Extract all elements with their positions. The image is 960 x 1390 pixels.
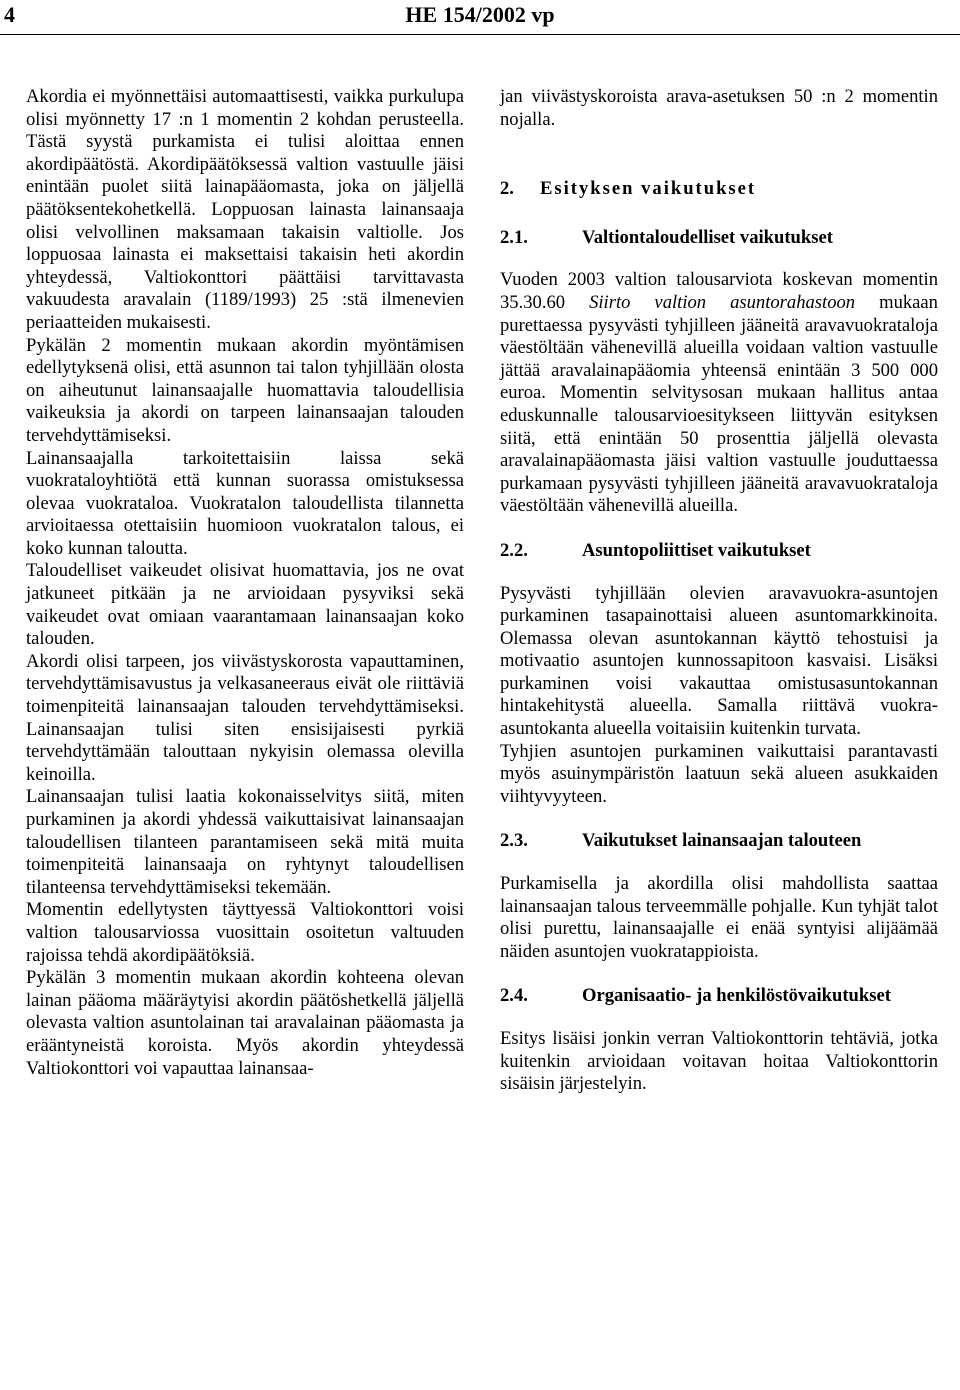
paragraph: Lainansaajalla tarkoitettaisiin laissa sekä vuokrataloyhtiötä että kunnan suorassa omistuksessa olevaa vuokrataloa. Vuokratalon taloudellista tilannetta arvioitaessa otettaisiin huomioon vuokratalon talous, ei koko kunnan taloutta. xyxy=(26,447,464,559)
subsection-heading xyxy=(500,227,938,250)
subsection-number: 2.4. xyxy=(500,985,528,1007)
paragraph-text: mukaan purettaessa pysyvästi tyhjilleen jääneitä aravavuokrataloja väestöltään vähenevillä alueilla voidaan valtion vastuulle jättää aravalainapääomia yhteensä enintään 3 500 000 euroa. Momentin selvitysosan mukaan hallitus antaa eduskunnalle talousarvioesitykseen liittyvän esityksen siitä, että enintään 50 prosenttia jäljellä olevasta aravalainapääomasta jäisi valtion vastuulle jouduttaessa purkamaan pysyvästi tyhjilleen jääneitä aravavuokrataloja väestöltään vähenevillä alueilla. xyxy=(500,291,938,517)
document-id: HE 154/2002 vp xyxy=(405,2,555,27)
paragraph: Akordia ei myönnettäisi automaattisesti, vaikka purkulupa olisi myönnetty 17 :n 1 momentin 2 kohdan perusteella. Tästä syystä purkamista ei tulisi aloittaa ennen akordipäätöstä. Akordipäätöksessä valtion vastuulle jäisi enintään puolet siitä lainapääomasta, joka on jäljellä päätöksentekohetkellä. Loppuosan lainasta lainansaaja olisi velvollinen maksamaan takaisin valtiolle. Jos loppuosaa lainasta ei maksettaisi takaisin heti akordin yhteydessä, Valtiokonttori päättäisi tarvittavasta vakuudesta aravalain (1189/1993) 25 :stä ilmenevien periaatteiden mukaisesti. xyxy=(26,86,464,333)
section-number: 2. xyxy=(500,178,514,200)
subsection-title: Organisaatio- ja henkilöstövaikutukset xyxy=(582,985,891,1007)
paragraph: Esitys lisäisi jonkin verran Valtiokonttorin tehtäviä, jotka kuitenkin arvioidaan voitavan hoitaa Valtiokonttorin sisäisin järjestelyin. xyxy=(500,1028,938,1095)
right-column xyxy=(500,86,938,1096)
subsection-number: 2.1. xyxy=(500,226,528,248)
subsection-title: Asuntopoliittiset vaikutukset xyxy=(582,539,811,561)
subsection-heading xyxy=(500,540,938,563)
paragraph: Pykälän 2 momentin mukaan akordin myöntämisen edellytyksenä olisi, että asunnon tai talon tyhjillään olosta on aiheutunut lainansaajalle huomattavia taloudellisia vaikeuksia ja akordi on tarpeen lainansaajan talouden tervehdyttämiseksi. xyxy=(26,334,464,446)
paragraph: Taloudelliset vaikeudet olisivat huomattavia, jos ne ovat jatkuneet pitkään ja ne arvioidaan pysyviksi sekä vaikeudet ovat omiaan vaarantamaan lainansaajan koko talouden. xyxy=(26,560,464,650)
subsection-title: Vaikutukset lainansaajan talouteen xyxy=(582,830,862,852)
paragraph xyxy=(500,269,938,518)
section-title: Esityksen vaikutukset xyxy=(540,178,757,200)
subsection-title: Valtiontaloudelliset vaikutukset xyxy=(582,226,833,248)
paragraph: Tyhjien asuntojen purkaminen vaikuttaisi parantavasti myös asuinympäristön laatuun sekä alueen asukkaiden viihtyvyyteen. xyxy=(500,740,938,807)
paragraph-text: Vuoden 2003 valtion talousarviota koskevan momentin 35.30.60 xyxy=(500,269,938,313)
left-column xyxy=(26,86,464,1080)
paragraph: Akordi olisi tarpeen, jos viivästyskorosta vapauttaminen, tervehdyttämisavustus ja velkasaneeraus eivät ole riittäviä toimenpiteitä lainansaajan talouden tervehdyttämiseksi. Lainansaajan tulisi siten ensisijaisesti pyrkiä tervehdyttämään talouttaan nykyisin olemassa olevilla keinoilla. xyxy=(26,650,464,785)
page-header xyxy=(0,0,960,35)
paragraph: Pysyvästi tyhjillään olevien aravavuokra-asuntojen purkaminen tasapainottaisi alueen asuntomarkkinoita. Olemassa olevan asuntokannan käyttö tehostuisi ja motivaatio asuntojen kunnossapitoon kasvaisi. Lisäksi purkaminen voisi vakauttaa omistusasuntokannan hintakehitystä alueella. Samalla riittävä vuokra-asuntokanta alueella voitaisiin kuitenkin turvata. xyxy=(500,582,938,740)
paragraph: Lainansaajan tulisi laatia kokonaisselvitys siitä, miten purkaminen ja akordi yhdessä vaikuttaisivat lainansaajan taloudellisen tilanteen parantamiseen sekä mitä muita toimenpiteitä lainansaaja on ryhtynyt taloudellisen tilanteensa tervehdyttämiseksi tekemään. xyxy=(26,786,464,898)
paragraph: Purkamisella ja akordilla olisi mahdollista saattaa lainansaajan talous terveemmälle pohjalle. Kun tyhjät talot olisi purettu, lainansaajalle ei enää syntyisi alijäämää näiden asuntojen vuokratappioista. xyxy=(500,873,938,962)
subsection-heading xyxy=(500,985,938,1008)
subsection-number: 2.3. xyxy=(500,830,528,852)
continuation-paragraph: jan viivästyskoroista arava-asetuksen 50 :n 2 momentin nojalla. xyxy=(500,86,938,130)
paragraph: Pykälän 3 momentin mukaan akordin kohteena olevan lainan pääoma määräytyisi akordin päätöshetkellä jäljellä olevasta valtion asuntolainan tai aravalainan pääomasta ja erääntyneistä koroista. Myös akordin yhteydessä Valtiokonttori voi vapauttaa lainansaa- xyxy=(26,967,464,1079)
italic-text: Siirto valtion asuntorahastoon xyxy=(589,291,856,313)
page-number: 4 xyxy=(4,2,15,27)
paragraph: Momentin edellytysten täyttyessä Valtiokonttori voisi valtion talousarviossa vuosittain osoitetun valtuuden rajoissa tehdä akordipäätöksiä. xyxy=(26,899,464,966)
section-heading xyxy=(500,178,938,201)
subsection-heading xyxy=(500,830,938,853)
subsection-number: 2.2. xyxy=(500,539,528,561)
